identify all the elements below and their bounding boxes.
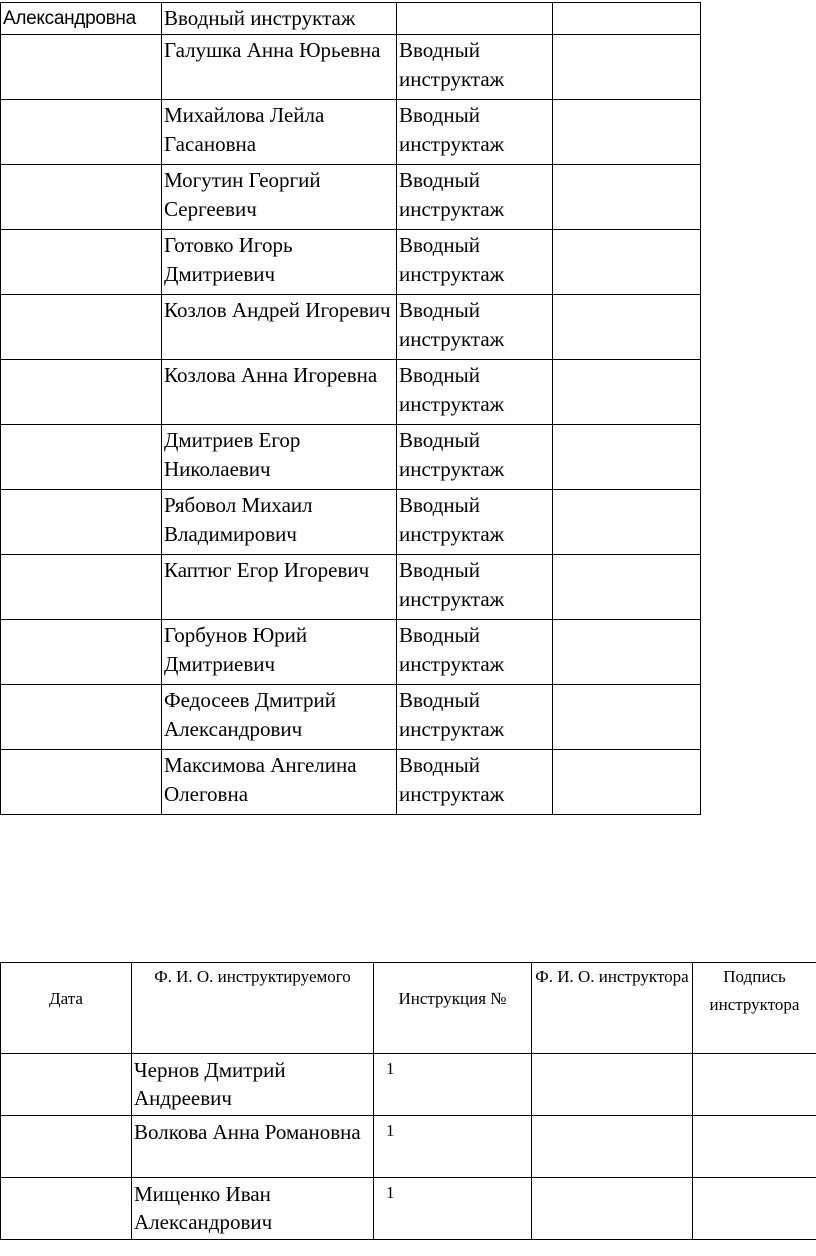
table-row [1, 165, 701, 230]
table-row [1, 295, 701, 360]
instruction-number: 1 [374, 1178, 532, 1240]
signature-cell [693, 1054, 816, 1116]
instruction-number: 1 [374, 1116, 532, 1178]
person-name: Могутин Георгий Сергеевич [162, 165, 397, 230]
instruction-number: 1 [374, 1054, 532, 1116]
person-name: Рябовол Михаил Владимирович [162, 490, 397, 555]
table-row [1, 750, 701, 815]
date-cell [1, 1116, 132, 1178]
empty-cell [553, 750, 701, 815]
empty-cell [553, 100, 701, 165]
table-row [1, 230, 701, 295]
person-name: Михайлова Лейла Гасановна [162, 100, 397, 165]
table-row [1, 1116, 816, 1178]
header-date: Дата [1, 963, 132, 1054]
person-name: Чернов Дмитрий Андреевич [132, 1054, 374, 1116]
table-cell: Вводный инструктаж [162, 3, 397, 35]
instruction-cell: Вводный инструктаж [397, 230, 553, 295]
signature-cell [693, 1116, 816, 1178]
person-name: Федосеев Дмитрий Александрович [162, 685, 397, 750]
instruction-cell: Вводный инструктаж [397, 555, 553, 620]
table-row [1, 555, 701, 620]
table-cell [397, 3, 553, 35]
empty-cell [1, 555, 162, 620]
empty-cell [553, 490, 701, 555]
header-signature: Подпись инструктора [693, 963, 816, 1054]
person-name: Каптюг Егор Игоревич [162, 555, 397, 620]
empty-cell [553, 295, 701, 360]
instruction-cell: Вводный инструктаж [397, 100, 553, 165]
empty-cell [1, 35, 162, 100]
top-table [0, 2, 701, 815]
instruction-cell: Вводный инструктаж [397, 620, 553, 685]
instructor-cell [532, 1054, 693, 1116]
instruction-cell: Вводный инструктаж [397, 490, 553, 555]
date-cell [1, 1178, 132, 1240]
empty-cell [553, 555, 701, 620]
empty-cell [553, 35, 701, 100]
empty-cell [1, 100, 162, 165]
empty-cell [1, 165, 162, 230]
instruction-log-table [0, 962, 816, 1240]
table-row [1, 425, 701, 490]
empty-cell [1, 360, 162, 425]
instruction-cell: Вводный инструктаж [397, 360, 553, 425]
empty-cell [1, 620, 162, 685]
table-cell: Александровна [1, 3, 162, 35]
person-name: Дмитриев Егор Николаевич [162, 425, 397, 490]
person-name: Волкова Анна Романовна [132, 1116, 374, 1178]
table-row [1, 100, 701, 165]
empty-cell [553, 230, 701, 295]
instructor-cell [532, 1116, 693, 1178]
empty-cell [1, 750, 162, 815]
date-cell [1, 1054, 132, 1116]
instruction-cell: Вводный инструктаж [397, 35, 553, 100]
empty-cell [1, 490, 162, 555]
empty-cell [1, 425, 162, 490]
empty-cell [553, 425, 701, 490]
empty-cell [1, 230, 162, 295]
instruction-cell: Вводный инструктаж [397, 685, 553, 750]
table-row [1, 1054, 816, 1116]
table-row [1, 360, 701, 425]
empty-cell [553, 165, 701, 230]
table-row [1, 490, 701, 555]
table-row [1, 35, 701, 100]
instruction-cell: Вводный инструктаж [397, 165, 553, 230]
instruction-cell: Вводный инструктаж [397, 425, 553, 490]
table-row [1, 620, 701, 685]
empty-cell [553, 620, 701, 685]
person-name: Готовко Игорь Дмитриевич [162, 230, 397, 295]
empty-cell [1, 295, 162, 360]
instructor-cell [532, 1178, 693, 1240]
table-cell [553, 3, 701, 35]
instruction-cell: Вводный инструктаж [397, 750, 553, 815]
instruction-cell: Вводный инструктаж [397, 295, 553, 360]
table-row [1, 685, 701, 750]
person-name: Горбунов Юрий Дмитриевич [162, 620, 397, 685]
table-header-row [1, 963, 816, 1054]
header-instruction-number: Инструкция № [374, 963, 532, 1054]
signature-cell [693, 1178, 816, 1240]
person-name: Мищенко Иван Александрович [132, 1178, 374, 1240]
person-name: Максимова Ангелина Олеговна [162, 750, 397, 815]
header-trainee: Ф. И. О. инструктируемого [132, 963, 374, 1054]
person-name: Козлова Анна Игоревна [162, 360, 397, 425]
person-name: Козлов Андрей Игоревич [162, 295, 397, 360]
empty-cell [1, 685, 162, 750]
header-instructor: Ф. И. О. инструктора [532, 963, 693, 1054]
table-row [1, 3, 701, 35]
table-row [1, 1178, 816, 1240]
empty-cell [553, 685, 701, 750]
empty-cell [553, 360, 701, 425]
person-name: Галушка Анна Юрьевна [162, 35, 397, 100]
